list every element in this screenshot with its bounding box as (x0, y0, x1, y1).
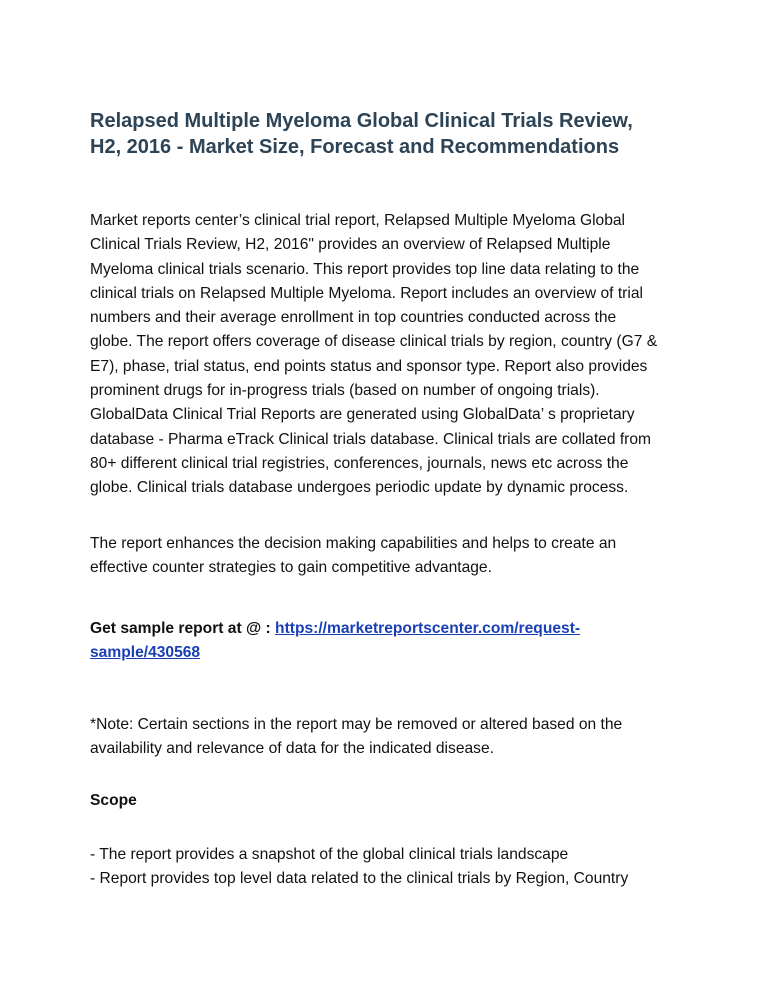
sample-line (90, 617, 690, 641)
paragraph-line: GlobalData Clinical Trial Reports are generated using GlobalData’ s proprietary (90, 406, 635, 424)
list-item: - Report provides top level data related to the clinical trials by Region, Country (90, 870, 629, 888)
title-line: Relapsed Multiple Myeloma Global Clinical Trials Review, (90, 110, 633, 132)
paragraph-line: globe. Clinical trials database undergoes periodic update by dynamic process. (90, 479, 629, 497)
paragraph-line: clinical trials on Relapsed Multiple Myeloma. Report includes an overview of trial (90, 284, 643, 302)
paragraph-line: effective counter strategies to gain competitive advantage. (90, 559, 492, 577)
sample-label: Get sample report at @ : (90, 620, 276, 637)
paragraph-line: Myeloma clinical trials scenario. This report provides top line data relating to the (90, 260, 640, 278)
intro-paragraph (90, 209, 690, 501)
enhance-paragraph (90, 532, 690, 581)
paragraph-line: globe. The report offers coverage of disease clinical trials by region, country (G7 & (90, 333, 658, 351)
scope-list (90, 843, 690, 892)
page-title (90, 108, 690, 160)
paragraph-line: *Note: Certain sections in the report may be removed or altered based on the (90, 716, 623, 733)
paragraph-line: database - Pharma eTrack Clinical trials database. Clinical trials are collated from (90, 430, 652, 448)
paragraph-line: 80+ different clinical trial registries, conferences, journals, news etc across the (90, 454, 629, 472)
scope-heading (90, 789, 690, 813)
paragraph-line: The report enhances the decision making capabilities and helps to create an (90, 535, 617, 552)
sample-report-paragraph (90, 617, 690, 666)
sample-line (90, 641, 690, 665)
list-item: - The report provides a snapshot of the global clinical trials landscape (90, 846, 569, 863)
sample-report-link-continued[interactable]: sample/430568 (90, 644, 201, 662)
paragraph-line: numbers and their average enrollment in top countries conducted across the (90, 309, 617, 327)
paragraph-line: availability and relevance of data for the indicated disease. (90, 740, 494, 758)
title-line: H2, 2016 - Market Size, Forecast and Recommendations (90, 136, 620, 158)
scope-heading-text: Scope (90, 792, 137, 809)
sample-report-link[interactable]: https://marketreportscenter.com/request- (275, 620, 581, 637)
paragraph-line: Clinical Trials Review, H2, 2016" provides an overview of Relapsed Multiple (90, 236, 611, 254)
note-paragraph (90, 713, 690, 762)
paragraph-line: Market reports center’s clinical trial report, Relapsed Multiple Myeloma Global (90, 212, 626, 229)
paragraph-line: E7), phase, trial status, end points status and sponsor type. Report also provides (90, 357, 648, 375)
paragraph-line: prominent drugs for in-progress trials (based on number of ongoing trials). (90, 382, 600, 400)
